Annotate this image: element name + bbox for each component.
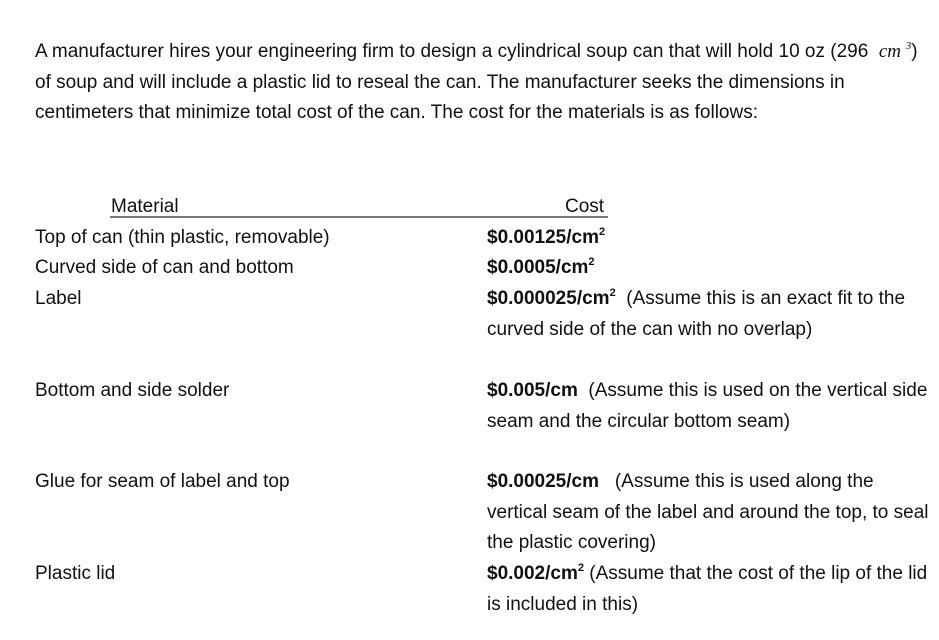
note-label: (Assume this is an exact fit to the curved side of the can with no overlap): [487, 288, 906, 340]
material-top-of-can: Top of can (thin plastic, removable): [35, 227, 330, 248]
cost-column-header: Cost: [565, 196, 605, 217]
price-glue: $0.00025/cm: [487, 471, 599, 492]
volume-unit-exponent: 3: [905, 40, 912, 52]
price-label: $0.000025/cm: [487, 288, 610, 309]
price-solder: $0.005/cm: [487, 380, 578, 401]
intro-text-start: A manufacturer hires your engineering firm to design a cylindrical soup can that will hold 10 oz (296: [35, 41, 869, 62]
material-label: Label: [35, 288, 82, 309]
cost-glue: [487, 467, 932, 559]
volume-unit: cm $^3$: [878, 40, 912, 62]
cost-plastic-lid: $\$0.002/cm^2$ (Assume that the cost of the lip of the lid is included in this): [487, 562, 928, 615]
cost-solder: [487, 376, 932, 437]
intro-text-end: ) of soup and will include a plastic lid to reseal the can. The manufacturer seeks the dimensions in centimeters that minimize total cost of the can. The cost for the materials is as follows:: [35, 41, 918, 123]
note-glue: (Assume this is used along the vertical seam of the label and around the top, to seal the plastic covering): [487, 471, 929, 553]
material-glue: Glue for seam of label and top: [35, 471, 290, 492]
price-curved-side: $0.0005/cm: [487, 257, 589, 278]
price-top-of-can: $0.00125/cm: [487, 227, 599, 248]
note-solder: (Assume this is used on the vertical side seam and the circular bottom seam): [487, 380, 928, 432]
material-plastic-lid: Plastic lid: [35, 563, 116, 584]
cost-curved-side: $\$0.0005/cm^2$: [487, 256, 595, 278]
material-solder: Bottom and side solder: [35, 380, 230, 401]
cost-label: $\$0.000025/cm^2$ (Assume this is an exact fit to the curved side of the can with no overlap): [487, 287, 906, 340]
header-divider: [110, 216, 608, 218]
material-curved-side: Curved side of can and bottom: [35, 257, 294, 278]
problem-statement: [35, 37, 925, 129]
price-plastic-lid: $0.002/cm: [487, 563, 578, 584]
material-column-header: Material: [111, 196, 179, 217]
note-plastic-lid: (Assume that the cost of the lip of the lid is included in this): [487, 563, 928, 615]
cost-top-of-can: $\$0.00125/cm^2$: [487, 226, 606, 248]
